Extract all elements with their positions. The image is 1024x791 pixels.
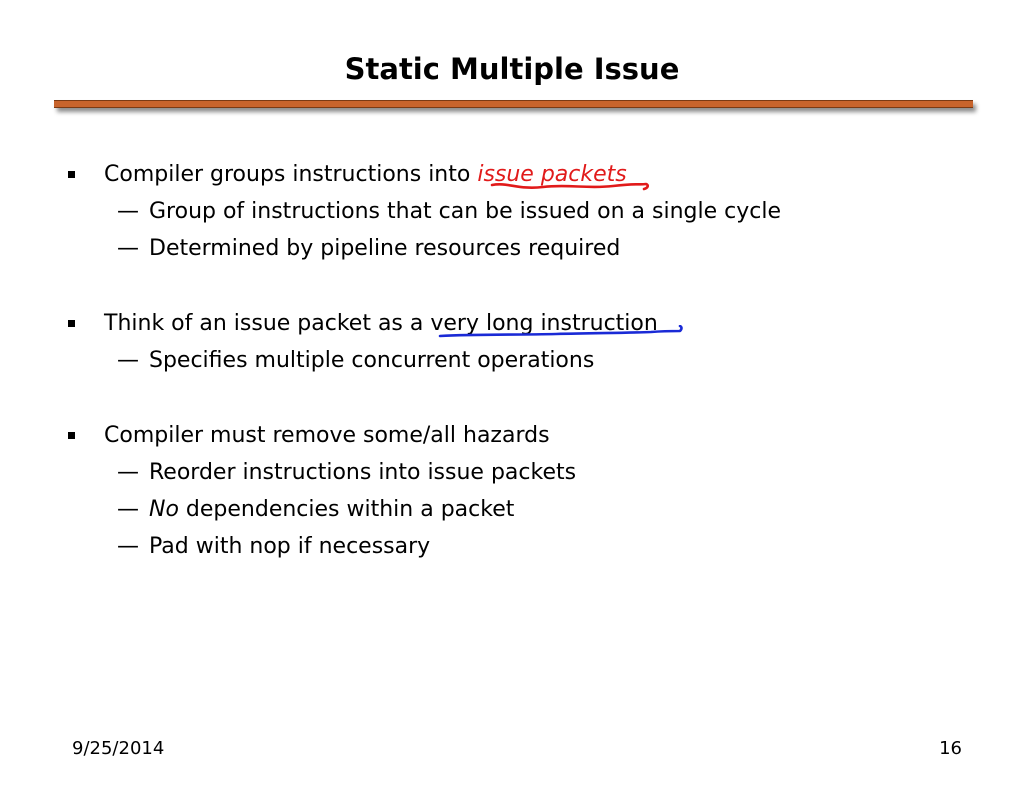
- sub-bullet-item: [117, 198, 781, 226]
- bullet-text: Think of an issue packet as a very long instruction: [104, 311, 658, 336]
- title-divider: [54, 100, 973, 108]
- bullet-text: Compiler groups instructions into: [104, 162, 478, 187]
- emphasis-text: No: [149, 497, 179, 522]
- dash-bullet-icon: —: [117, 534, 139, 559]
- dash-bullet-icon: —: [117, 199, 139, 224]
- sub-bullet-text: Specifies multiple concurrent operations: [149, 348, 595, 373]
- bullet-text: Compiler must remove some/all hazards: [104, 423, 550, 448]
- dash-bullet-icon: —: [117, 236, 139, 261]
- square-bullet-icon: [68, 432, 75, 439]
- sub-bullet-item: [117, 459, 577, 487]
- highlighted-term: issue packets: [477, 162, 627, 187]
- page-number: 16: [939, 738, 962, 759]
- square-bullet-icon: [68, 171, 75, 178]
- dash-bullet-icon: —: [117, 460, 139, 485]
- sub-bullet-text: Determined by pipeline resources required: [149, 236, 621, 261]
- sub-bullet-text: Pad with nop if necessary: [149, 534, 431, 559]
- dash-bullet-icon: —: [117, 348, 139, 373]
- sub-bullet-item: [117, 496, 515, 524]
- sub-bullet-item: [117, 235, 621, 263]
- sub-bullet-text: Reorder instructions into issue packets: [149, 460, 577, 485]
- red-ink-underline: [488, 180, 658, 194]
- bullet-item: [104, 422, 550, 450]
- footer-date: 9/25/2014: [72, 738, 165, 759]
- sub-bullet-item: [117, 533, 431, 561]
- sub-bullet-item: [117, 347, 595, 375]
- sub-bullet-text: Group of instructions that can be issued on a single cycle: [149, 199, 781, 224]
- blue-ink-underline: [436, 325, 688, 341]
- dash-bullet-icon: —: [117, 497, 139, 522]
- square-bullet-icon: [68, 320, 75, 327]
- slide-title: Static Multiple Issue: [344, 52, 680, 86]
- sub-bullet-text: dependencies within a packet: [178, 497, 515, 522]
